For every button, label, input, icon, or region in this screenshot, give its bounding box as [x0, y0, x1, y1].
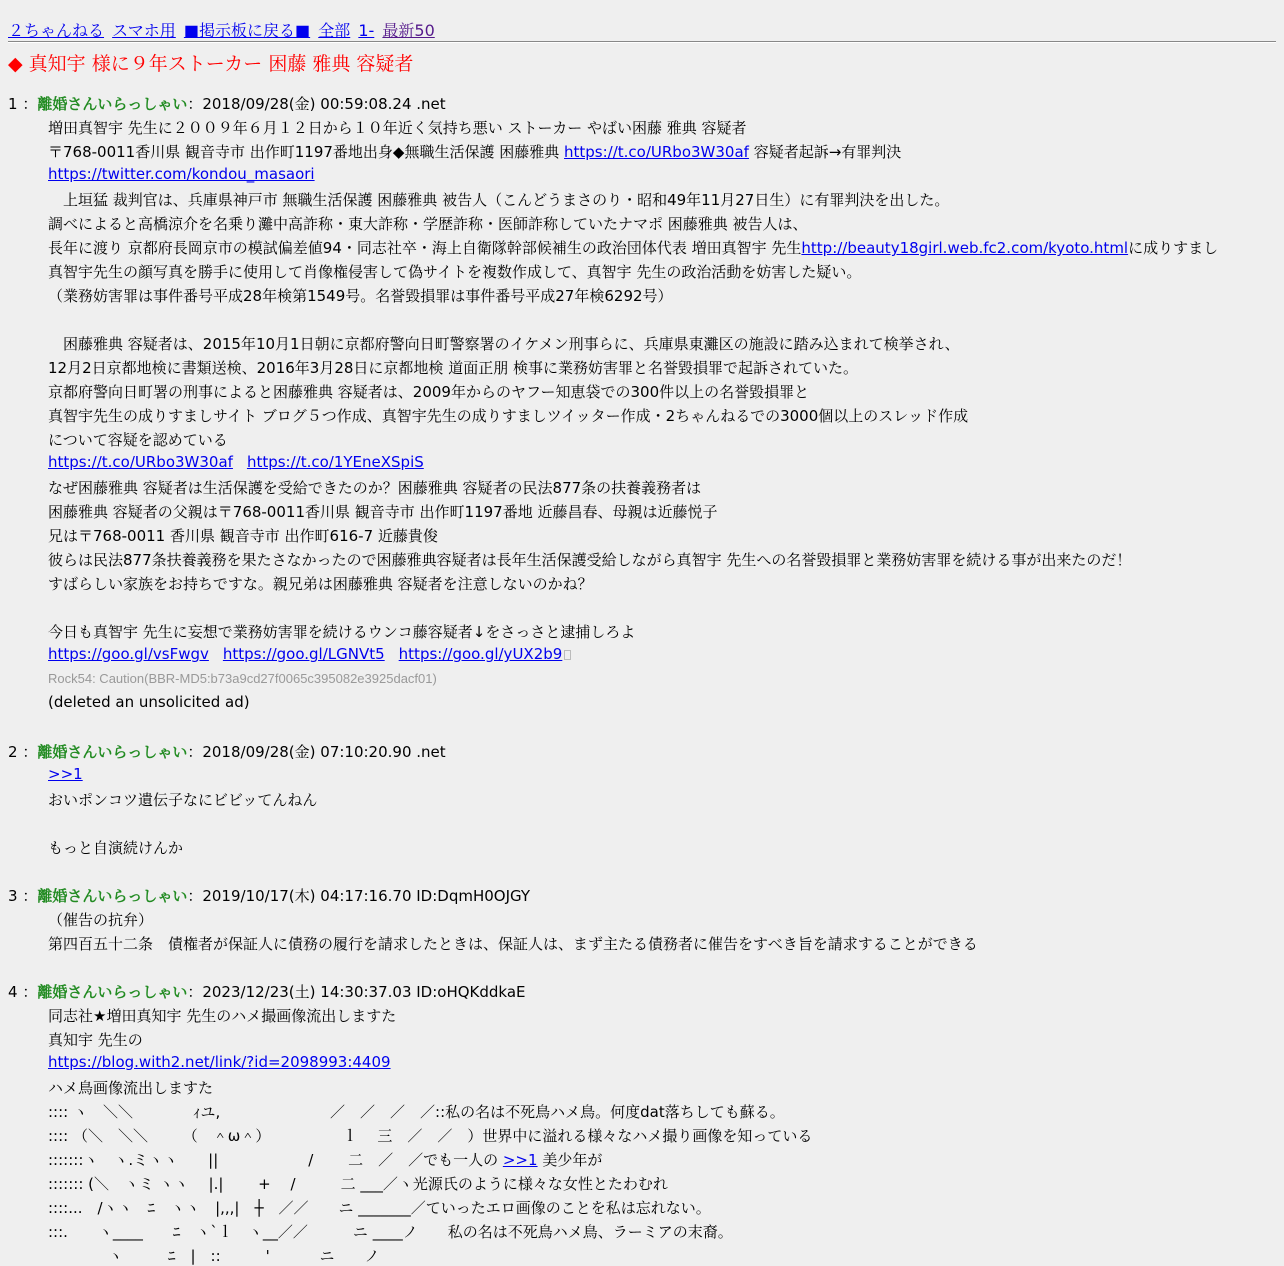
top-nav: [8, 18, 438, 41]
post-line: (deleted an unsolicited ad): [48, 693, 250, 711]
ascii-art-line: ::::::: (＼ ヽミ ヽヽ |.| + / 二 ___／ヽ光源氏のように様々な女性とたわむれ: [48, 1175, 668, 1193]
post-line: 真智宇先生の顔写真を勝手に使用して肖像権侵害して偽サイトを複数作成して、真智宇 先生の政治活動を妨害した疑い。: [48, 263, 862, 281]
post-header-3: 3 ：離婚さんいらっしゃい：2019/10/17(木) 04:17:16.70 ID:DqmH0OJGY: [8, 887, 531, 905]
post-line: 困藤雅典 容疑者は、2015年10月1日朝に京都府警向日町警察署のイケメン刑事らに、兵庫県東灘区の施設に踏み込まれて検挙され、: [48, 335, 960, 353]
nav-link-first[interactable]: 1-: [358, 21, 375, 40]
post-link[interactable]: https://goo.gl/yUX2b9: [398, 645, 563, 663]
post-line: 上垣猛 裁判官は、兵庫県神戸市 無職生活保護 困藤雅典 被告人（こんどうまさのり・昭和49年11月27日生）に有罪判決を出した。: [48, 191, 950, 209]
post-link[interactable]: https://goo.gl/vsFwgv: [48, 645, 209, 663]
post-line: 兄は〒768-0011 香川県 観音寺市 出作町616-7 近藤貴俊: [48, 527, 438, 545]
post-line: [48, 237, 1218, 258]
post-line: [48, 645, 571, 663]
caution-text: Rock54: Caution(BBR-MD5:b73a9cd27f0065c395082e3925dacf01): [48, 671, 437, 686]
post-line: 彼らは民法877条扶養義務を果たさなかったので困藤雅典容疑者は長年生活保護受給しながら真智宇 先生への名誉毀損罪と業務妨害罪を続ける事が出来たのだ！: [48, 551, 1132, 569]
poster-name: 離婚さんいらっしゃい: [37, 743, 188, 761]
post-link[interactable]: https://blog.with2.net/link/?id=2098993:4409: [48, 1053, 391, 1071]
post-line: 調べによると高橋涼介を名乗り灘中高詐称・東大詐称・学歴詐称・医師詐称していたナマポ 困藤雅典 被告人は、: [48, 215, 808, 233]
nav-link-latest50[interactable]: 最新50: [382, 21, 435, 40]
post-line: 第四百五十二条 債権者が保証人に債務の履行を請求したときは、保証人は、まず主たる債務者に催告をすべき旨を請求することができる: [48, 935, 978, 953]
post-line: 増田真智宇 先生に２００９年６月１２日から１０年近く気持ち悪い ストーカー やばい困藤 雅典 容疑者: [48, 119, 747, 137]
post-meta: ：2018/09/28(金) 00:59:08.24 .net: [187, 95, 446, 113]
post-link[interactable]: http://beauty18girl.web.fc2.com/kyoto.html: [801, 239, 1129, 257]
post-number: 3: [8, 887, 18, 905]
divider: [8, 41, 1276, 43]
post-link[interactable]: https://t.co/1YEneXSpiS: [246, 453, 424, 471]
post-meta: ：2023/12/23(土) 14:30:37.03 ID:oHQKddkaE: [187, 983, 526, 1001]
ascii-art-line: [48, 1149, 602, 1170]
poster-name: 離婚さんいらっしゃい: [37, 887, 188, 905]
post-text: 美少年が: [537, 1151, 603, 1169]
post-link[interactable]: https://t.co/URbo3W30af: [564, 143, 749, 161]
ascii-art-line: ヽ ﾆ | :: ' ニ ノ: [48, 1247, 380, 1265]
post-line: 同志社★増田真知宇 先生のハメ撮画像流出しますた: [48, 1007, 397, 1025]
post-line: [48, 141, 901, 162]
post-line: [48, 453, 424, 471]
post-line: 真智宇先生の成りすましサイト ブログ５つ作成、真智宇先生の成りすましツイッター作成・2ちゃんねるでの3000個以上のスレッド作成: [48, 407, 969, 425]
reply-anchor-link[interactable]: >>1: [48, 765, 83, 783]
post-meta: ：2018/09/28(金) 07:10:20.90 .net: [187, 743, 446, 761]
post-line: 12月2日京都地検に書類送検、2016年3月28日に京都地検 道面正朋 検事に業務妨害罪と名誉毀損罪で起訴されていた。: [48, 359, 858, 377]
post-line: [48, 765, 83, 783]
post-header-2: 2 ：離婚さんいらっしゃい：2018/09/28(金) 07:10:20.90 .net: [8, 743, 446, 761]
post-text: に成りすまし: [1128, 239, 1219, 257]
nav-link-smartphone[interactable]: スマホ用: [112, 21, 176, 40]
image-placeholder-icon: [564, 650, 571, 660]
ascii-art-line: :::: （＼ ＼＼ （ ＾ω＾） ｌ 三 ／ ／ ）世界中に溢れる様々なハメ撮り画像を知っている: [48, 1127, 813, 1145]
post-line: について容疑を認めている: [48, 431, 228, 449]
post-line: おいポンコツ遺伝子なにビビッてんねん: [48, 791, 318, 809]
post-line: （業務妨害罪は事件番号平成28年検第1549号。名誉毀損罪は事件番号平成27年検6292号）: [48, 287, 673, 305]
post-header-4: 4 ：離婚さんいらっしゃい：2023/12/23(土) 14:30:37.03 ID:oHQKddkaE: [8, 983, 526, 1001]
post-line: 今日も真智宇 先生に妄想で業務妨害罪を続けるウンコ藤容疑者↓をさっさと逮捕しろよ: [48, 623, 636, 641]
poster-name: 離婚さんいらっしゃい: [37, 95, 188, 113]
ascii-art-line: ::::... /ヽヽ ﾆ ヽヽ |,,,| ┼ ／／ ニ _______／ていったエロ画像のことを私は忘れない。: [48, 1199, 711, 1217]
post-text: 〒768-0011香川県 観音寺市 出作町1197番地出身◆無職生活保護 困藤雅典: [48, 143, 565, 161]
reply-anchor-link[interactable]: >>1: [502, 1151, 538, 1169]
post-link[interactable]: https://t.co/URbo3W30af: [48, 453, 233, 471]
post-line: 困藤雅典 容疑者の父親は〒768-0011香川県 観音寺市 出作町1197番地 近藤昌春、母親は近藤悦子: [48, 503, 718, 521]
post-line: [48, 1053, 391, 1071]
post-line: すばらしい家族をお持ちですな。親兄弟は困藤雅典 容疑者を注意しないのかね？: [48, 575, 593, 593]
post-text: :::::::ヽ ヽ.ミヽヽ || / 二 ／ ／でも一人の: [48, 1151, 503, 1169]
post-number: 2: [8, 743, 18, 761]
nav-link-2ch[interactable]: ２ちゃんねる: [8, 21, 105, 40]
post-link[interactable]: https://twitter.com/kondou_masaori: [48, 165, 315, 183]
ascii-art-line: :::: ヽ ＼＼ ｨユ, ／ ／ ／ ／::私の名は不死鳥ハメ鳥。何度dat落ちしても蘇る。: [48, 1103, 785, 1121]
post-text: 長年に渡り 京都府長岡京市の模試偏差値94・同志社卒・海上自衛隊幹部候補生の政治団体代表 増田真智宇 先生: [48, 239, 802, 257]
poster-name: 離婚さんいらっしゃい: [37, 983, 188, 1001]
post-text: 容疑者起訴→有罪判決: [748, 143, 902, 161]
post-link[interactable]: https://goo.gl/LGNVt5: [222, 645, 385, 663]
post-line: [48, 165, 315, 183]
post-line: （催告の抗弁）: [48, 911, 154, 929]
post-line: なぜ困藤雅典 容疑者は生活保護を受給できたのか？困藤雅典 容疑者の民法877条の扶養義務者は: [48, 479, 702, 497]
nav-link-all[interactable]: 全部: [318, 21, 351, 40]
post-line: ハメ鳥画像流出しますた: [48, 1079, 214, 1097]
post-line: 京都府警向日町署の刑事によると困藤雅典 容疑者は、2009年からのヤフー知恵袋での300件以上の名誉毀損罪と: [48, 383, 810, 401]
thread-title: ◆ 真知宇 様に９年ストーカー 困藤 雅典 容疑者: [8, 53, 414, 75]
post-meta: ：2019/10/17(木) 04:17:16.70 ID:DqmH0OJGY: [187, 887, 531, 905]
post-number: 4: [8, 983, 18, 1001]
post-number: 1: [8, 95, 18, 113]
post-header-1: 1 ：離婚さんいらっしゃい：2018/09/28(金) 00:59:08.24 .net: [8, 95, 446, 113]
ascii-art-line: :::. ヽ____ ﾆ ヽ`ｌ ヽ__／／ ニ ____ノ 私の名は不死鳥ハメ鳥、ラーミアの末裔。: [48, 1223, 733, 1241]
nav-link-back-to-board[interactable]: ■掲示板に戻る■: [183, 21, 311, 40]
post-line: もっと自演続けんか: [48, 839, 184, 857]
post-line: 真知宇 先生の: [48, 1031, 143, 1049]
